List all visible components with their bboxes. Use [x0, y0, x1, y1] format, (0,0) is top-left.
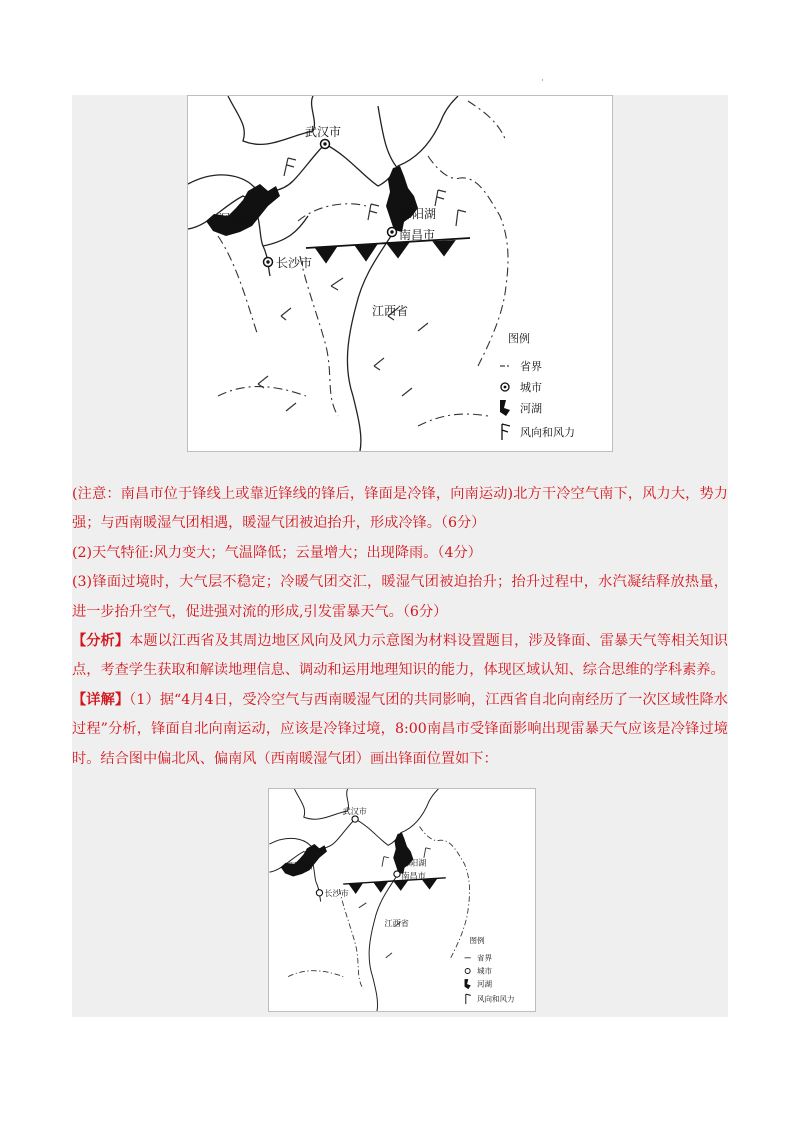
wind-barb — [368, 204, 379, 220]
front-triangle — [434, 241, 454, 255]
city-symbol — [394, 871, 400, 877]
front-triangle — [316, 247, 336, 262]
wind-barb — [424, 848, 431, 858]
wind-barb — [386, 953, 392, 958]
legend-item-boundary: 省界 — [520, 360, 542, 373]
legend-item-lake: 河湖 — [477, 979, 493, 989]
legend-title: 图例 — [508, 332, 530, 345]
river-line — [378, 106, 400, 171]
answer-paragraph-3: (3)锋面过境时，大气层不稳定；冷暖气团交汇，暖湿气团被迫抬升；抬升过程中，水汽凝结释放热量，进一步抬升空气，促进强对流的形成,引发雷暴天气。（6分） — [72, 574, 728, 620]
wind-barb — [359, 903, 367, 908]
wind-map-small-svg — [269, 789, 535, 1011]
front-triangle — [356, 245, 376, 260]
detail-tag: 【详解】 — [72, 691, 130, 708]
province-boundary — [300, 256, 338, 416]
map-legend — [500, 331, 575, 440]
map-label-changsha: 长沙市 — [324, 887, 349, 898]
map-label-nanchang: 南昌市 — [401, 870, 426, 881]
river-line — [228, 96, 314, 144]
dongting-lake — [206, 184, 280, 236]
wind-barb — [374, 358, 384, 370]
front-triangle — [423, 880, 436, 889]
wind-map-figure — [187, 95, 613, 452]
river-line — [369, 877, 396, 1011]
province-boundary — [418, 414, 488, 426]
river-line — [188, 144, 325, 191]
city-symbol-center — [390, 230, 393, 233]
province-boundary — [298, 204, 366, 221]
wind-barb — [435, 190, 446, 206]
wind-barb — [286, 403, 296, 411]
map-label-poyang: 鄱阳湖 — [402, 857, 427, 868]
map-label-poyang: 鄱阳湖 — [400, 207, 437, 221]
map-label-jiangxi: 江西省 — [372, 304, 409, 318]
legend-wind-symbol — [502, 424, 510, 440]
front-triangle — [394, 881, 407, 890]
province-boundary — [428, 156, 508, 366]
province-boundary — [288, 971, 343, 977]
legend-item-lake: 河湖 — [520, 402, 542, 415]
province-boundary — [420, 827, 470, 958]
analysis-tag: 【分析】 — [72, 633, 130, 650]
province-boundary — [218, 236, 258, 336]
river-line — [294, 789, 348, 819]
city-symbol — [352, 816, 358, 822]
map-legend — [465, 935, 515, 1004]
answer-text — [72, 480, 728, 774]
city-symbol-center — [323, 142, 326, 145]
city-symbol — [316, 890, 322, 896]
map-label-dongting: 洞庭湖 — [288, 860, 313, 871]
wind-barb — [418, 323, 428, 331]
map-label-changsha: 长沙市 — [276, 256, 313, 270]
legend-city-symbol-center — [504, 386, 507, 389]
detail-paragraph — [72, 686, 728, 774]
front-triangle — [349, 883, 362, 892]
legend-lake-symbol — [465, 979, 471, 989]
legend-title: 图例 — [469, 935, 485, 945]
map-label-wuhan: 武汉市 — [342, 806, 367, 817]
analysis-paragraph — [72, 627, 728, 686]
legend-item-city: 城市 — [477, 966, 493, 976]
answer-paragraph-1: (注意：南昌市位于锋线上或靠近锋线的锋后，锋面是冷锋，向南运动)北方干冷空气南下，风力大，势力强；与西南暖湿气团相遇，暖湿气团被迫抬升，形成冷锋。（6分） — [72, 486, 728, 532]
river-line — [263, 216, 308, 246]
map-label-wuhan: 武汉市 — [305, 125, 342, 139]
legend-city-symbol — [465, 968, 470, 973]
map-label-jiangxi: 江西省 — [384, 917, 409, 928]
river-line — [347, 236, 391, 451]
wind-map-svg — [188, 96, 612, 451]
answer-paragraph-2: (2)天气特征:风力变大；气温降低；云量增大；出现降雨。（4分） — [72, 544, 482, 561]
detail-text: （1）据“4月4日，受冷空气与西南暖湿气团的共同影响，江西省自北向南经历了一次区域性降水过程”分析，锋面自北向南运动，应该是冷锋过境，8:00南昌市受锋面影响出现雷暴天气应该是冷锋过境时。结合图中偏北风、偏南风（西南暖湿气团）画出锋面位置如下： — [72, 691, 728, 767]
page-mark: · — [541, 76, 544, 86]
city-symbol-center — [266, 260, 269, 263]
wind-barb — [284, 158, 296, 176]
province-boundary — [218, 387, 306, 396]
wind-barb — [331, 278, 343, 290]
legend-wind-symbol — [466, 994, 471, 1004]
poyang-lake — [393, 833, 413, 874]
poyang-lake — [386, 166, 418, 232]
legend-item-wind: 风向和风力 — [520, 426, 575, 439]
legend-item-boundary: 省界 — [477, 953, 493, 963]
front-triangle — [388, 243, 408, 257]
wind-barb — [382, 857, 389, 867]
legend-item-wind: 风向和风力 — [477, 994, 515, 1004]
analysis-text: 本题以江西省及其周边地区风向及风力示意图为材料设置题目，涉及锋面、雷暴天气等相关知识点，考查学生获取和解读地理信息、调动和运用地理知识的能力，体现区域认知、综合思维的学科素养。 — [72, 633, 728, 679]
wind-barb — [402, 388, 412, 396]
wind-barb — [456, 210, 466, 226]
river-line — [269, 819, 355, 849]
map-label-dongting: 洞庭湖 — [218, 212, 255, 226]
legend-item-city: 城市 — [520, 381, 542, 394]
wind-map-figure-small — [268, 788, 536, 1012]
wind-barb — [281, 308, 291, 320]
legend-lake-symbol — [500, 400, 510, 416]
map-label-nanchang: 南昌市 — [399, 228, 436, 242]
front-triangle — [374, 882, 387, 891]
province-boundary — [468, 101, 506, 141]
province-boundary — [339, 889, 363, 989]
